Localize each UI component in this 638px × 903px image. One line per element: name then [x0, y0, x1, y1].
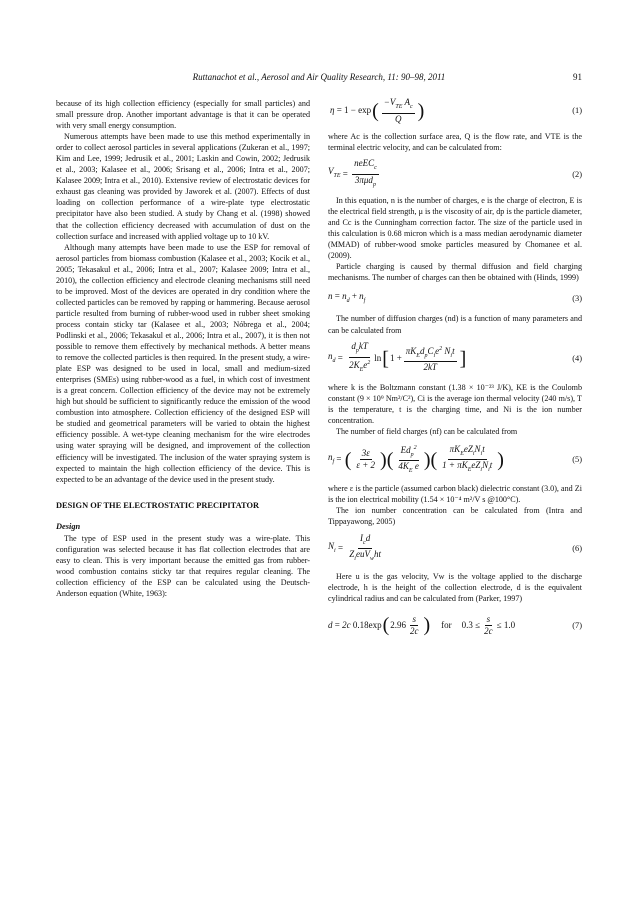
- equation-3: [328, 289, 582, 307]
- equation-number: (1): [572, 106, 582, 116]
- equation-7: [328, 607, 582, 643]
- equation-number: (4): [572, 354, 582, 364]
- equation-body: $V_{TE}$ = $\frac{neEC_c}{3\pi\mu d_p}$: [328, 157, 377, 188]
- paragraph: In this equation, n is the number of charges, e is the charge of electron, E is the electrical field strength, μ is the viscosity of air, dp is the particle diameter, and Cc is the Cunningham correction factor. The size of the particle used in this calculation is 0.68 micron which is a mass median aerodynamic diameter (MMAD) of rubber-wood smoke particles measured by Chomanee et al. (2009).: [328, 196, 582, 261]
- equation-number: (2): [572, 169, 582, 179]
- equation-2: [328, 156, 582, 192]
- paragraph: where Ac is the collection surface area, Q is the flow rate, and VTE is the terminal electric velocity, and can be calculated from:: [328, 132, 582, 153]
- equation-number: (5): [572, 455, 582, 465]
- right-column: [328, 98, 582, 646]
- left-column: [56, 98, 310, 599]
- equation-number: (7): [572, 620, 582, 630]
- subsection-title: Design: [56, 521, 81, 531]
- paragraph: The type of ESP used in the present study was a wire-plate. This configuration was selected because it has flat collection electrodes that are easy to clean. This is very important because the emitted gas from rubber-wood combustion contains sticky tar that requires regular cleaning. The collection efficiency of the ESP can be calculated using the Deutsch-Anderson equation (White, 1963):: [56, 533, 310, 598]
- equation-6: [328, 530, 582, 568]
- paragraph: where ε is the particle (assumed carbon black) dielectric constant (3.0), and Zi is the ion electrical mobility (1.54 × 10⁻⁴ m²/V s @100°C).: [328, 483, 582, 504]
- equation-body: η = 1 − exp ( $\frac{-V_{TE} A_c}{Q}$ ): [330, 97, 425, 124]
- paragraph: The number of diffusion charges (nd) is a function of many parameters and can be calculated from: [328, 314, 582, 335]
- paragraph: Numerous attempts have been made to use this method experimentally in order to collect aerosol particles in several applications (Zukeran et al., 1997; Kim and Lee, 1999; Jedrusik et al., 2001; Laskin and Cowin, 2002; Jedrusik et al., 2003; Kalasee et al., 2006; Srisang et al., 2006; Intra et al., 2007; Kalasee 2009; Intra et al., 2010). Extensive review of electrostatic devices for exhaust gas cleaning was provided by Jaworek et al. (2007). Effects of dust loading on collection performance of a wire-plate type electrostatic precipitator have also been studied. A study by Chang et al. (1998) showed that the collection efficiency decreased with accumulation of dust on the collection surface and increased with applied voltage up to 10 kV.: [56, 132, 310, 241]
- equation-1: [328, 94, 582, 128]
- paragraph: The ion number concentration can be calculated from (Intra and Tippayawong, 2005): [328, 505, 582, 526]
- paragraph: Here u is the gas velocity, Vw is the voltage applied to the discharge electrode, h is the height of the collection electrode, d is the equivalent cylindrical radius and can be calculated from (Parker, 1997): [328, 571, 582, 604]
- paragraph: Particle charging is caused by thermal diffusion and field charging mechanisms. The number of charges can then be obtained with (Hinds, 1999): [328, 262, 582, 283]
- equation-text: for: [441, 619, 452, 630]
- equation-body: $n = n_d + n_f$: [328, 290, 366, 304]
- paragraph: because of its high collection efficiency (especially for small particles) and small pressure drop. Another important advantage is that it can be operated with very small energy consumption.: [56, 99, 310, 131]
- equation-body: d = 2c 0.18exp ( 2.96 $\frac{s}{2c}$ ) for 0.3 ≤ $\frac{s}{2c}$ ≤ 1.0: [328, 613, 516, 637]
- equation-5: [328, 440, 582, 480]
- equation-body: $N_i$ = $\frac{I_cd}{Z_ieuV_wht}$: [328, 532, 381, 563]
- paragraph: The number of field charges (nf) can be calculated from: [336, 426, 518, 436]
- equation-body: $n_f$ = ( $\frac{3\varepsilon}{\varepsilon + 2}$ )( $\frac{Ed_p^2}{4K_E e}$ )( $\frac{\pi K_EeZ_iN_it}{1 + \pi K_EeZ_iN_it}$ ): [328, 443, 504, 475]
- equation-number: (3): [572, 293, 582, 303]
- equation-4: [328, 339, 582, 379]
- section-title: DESIGN OF THE ELECTROSTATIC PRECIPITATOR: [56, 500, 260, 510]
- equation-body: $n_d$ = $\frac{d_pkT}{2K_Ee^2}$ ln [ 1 + $\frac{\pi K_Ed_pC_ie^2 N_it}{2kT}$ ]: [328, 341, 467, 373]
- paragraph: where k is the Boltzmann constant (1.38 × 10⁻²³ J/K), KE is the Coulomb constant (9 × 10⁹ Nm²/C²), Ci is the average ion thermal velocity (240 m/s), T is the temperature, t is the charging time, and Ni is the ion number concentration.: [328, 382, 582, 425]
- page-number: 91: [573, 72, 582, 82]
- running-header: Ruttanachot et al., Aerosol and Air Quality Research, 11: 90–98, 2011: [192, 72, 446, 82]
- equation-number: (6): [572, 544, 582, 554]
- paragraph: Although many attempts have been made to use the ESP for removal of aerosol particles from biomass combustion (Kalasee et al., 2003; Kocik et al., 2005; Tekasakul et al., 2006; Intra et al., 2007; Kalasee 2009; Intra et al., 2010), the collection efficiency and electrode cleaning mechanisms still need to be improved. Most of the devices are operated in dry condition where the collected particles can be removed by rapping or hammering. Because aerosol particle resulted from burning of rubber-wood used in rubber sheet smoking process contain sticky tar (Kalasee et al., 2003; Nóbrega et al., 2004; Podlinski et al., 2006; Tekasakul et al., 2006; Intra et al., 2007), it is then not possible to remove them effectively by mechanical methods. A better means to remove the collected particles is then required. In the present study, a wire-plate ESP was designed to be used in local, small and medium-sized enterprises (SMEs) using rubber-wood as a fuel, in which cost of investment is a great concern. Collection efficiency of the device may not be extremely high but should be sufficient to significantly reduce the emission of the wood combustion into atmosphere. Collection efficiency of the designed ESP will be studied and geometrical parameters will be varied to obtain the highest efficiency possible. A wet-type cleaning mechanism for the wire electrodes using water spraying will be designed, and improvement of the collection efficiency will be investigated. The inclusion of the water spraying system is expected to maintain the high collection efficiency of the device. This is expected to be an advantage of the device used in the present study.: [56, 242, 310, 484]
